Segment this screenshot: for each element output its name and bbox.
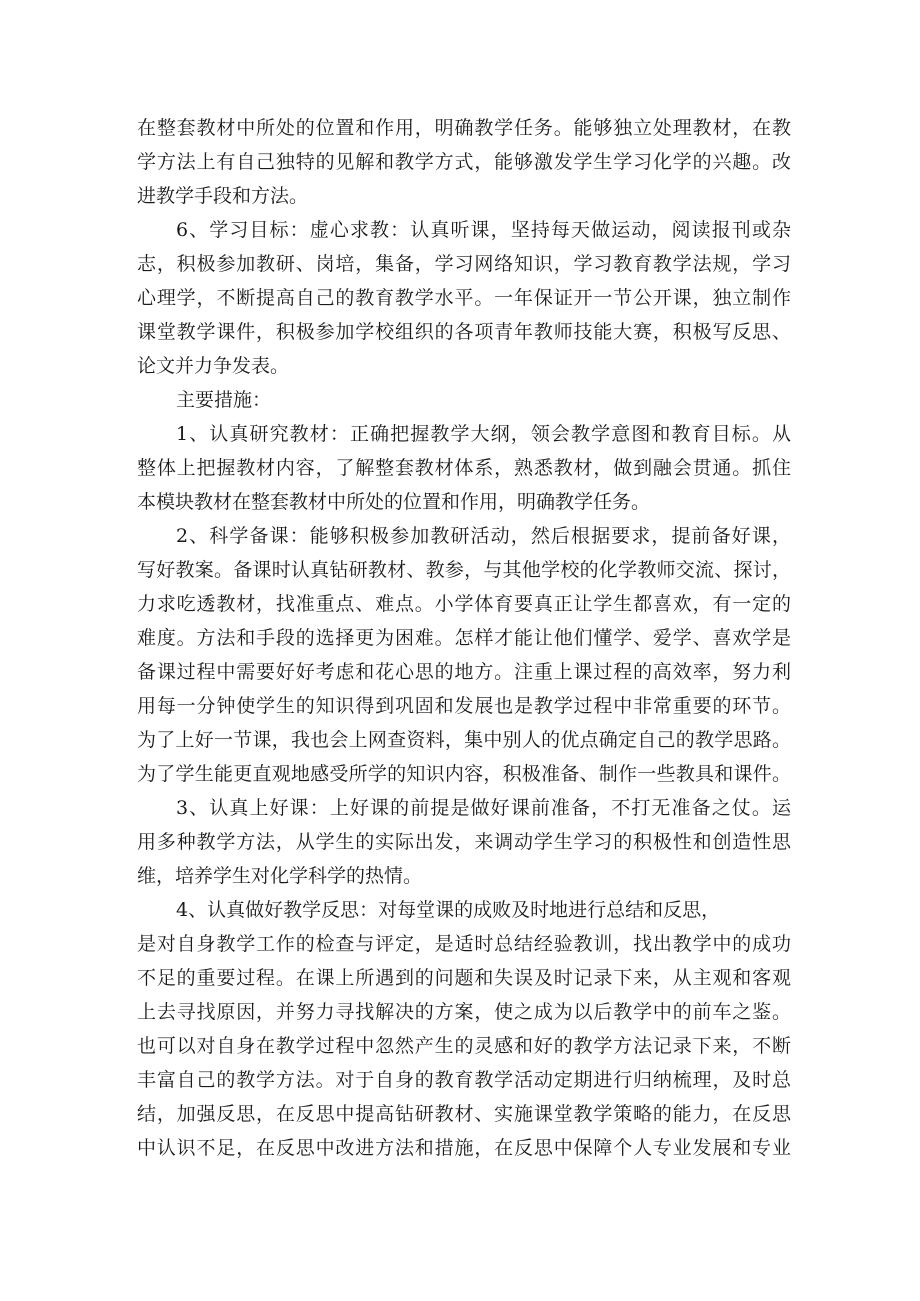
text-line: 3、认真上好课：上好课的前提是做好课前准备，不打无准备之仗。运 — [176, 797, 791, 819]
text-line: 上去寻找原因，并努力寻找解决的方案，使之成为以后教学中的前车之鉴。 — [137, 1001, 791, 1023]
text-line: 为了上好一节课，我也会上网查资料，集中别人的优点确定自己的教学思路。 — [137, 729, 791, 751]
paragraph-learning-goals — [137, 213, 791, 383]
text-line: 志，积极参加教研、岗培，集备，学习网络知识，学习教育教学法规，学习 — [137, 253, 791, 275]
text-line: 课堂教学课件，积极参加学校组织的各项青年教师技能大赛，积极写反思、 — [137, 321, 791, 343]
text-line: 学方法上有自己独特的见解和教学方式，能够激发学生学习化学的兴趣。改 — [137, 151, 791, 173]
text-line: 中认识不足，在反思中改进方法和措施，在反思中保障个人专业发展和专业 — [137, 1137, 791, 1159]
text-line: 写好教案。备课时认真钻研教材、教参，与其他学校的化学教师交流、探讨， — [137, 559, 791, 581]
text-line: 本模块教材在整套教材中所处的位置和作用，明确教学任务。 — [137, 491, 651, 513]
paragraph-teaching-class — [137, 791, 791, 893]
text-line: 在整套教材中所处的位置和作用，明确教学任务。能够独立处理教材，在教 — [137, 117, 791, 139]
text-line: 用多种教学方法，从学生的实际出发，来调动学生学习的积极性和创造性思 — [137, 831, 791, 853]
text-line: 维，培养学生对化学科学的热情。 — [137, 865, 423, 887]
text-line: 整体上把握教材内容，了解整套教材体系，熟悉教材，做到融会贯通。抓住 — [137, 457, 791, 479]
text-line: 论文并力争发表。 — [137, 355, 290, 377]
text-line: 6、学习目标：虚心求教：认真听课，坚持每天做运动，阅读报刊或杂 — [176, 219, 791, 241]
paragraph-lesson-prep — [137, 519, 791, 791]
text-line: 力求吃透教材，找准重点、难点。小学体育要真正让学生都喜欢，有一定的 — [137, 593, 791, 615]
text-line: 为了学生能更直观地感受所学的知识内容，积极准备、制作一些教具和课件。 — [137, 763, 791, 785]
text-line: 2、科学备课：能够积极参加教研活动，然后根据要求，提前备好课， — [176, 525, 791, 547]
text-line: 是对自身教学工作的检查与评定，是适时总结经验教训，找出教学中的成功 — [137, 933, 791, 955]
text-line: 1、认真研究教材：正确把握教学大纲，领会教学意图和教育目标。从 — [176, 423, 791, 445]
text-line: 结，加强反思，在反思中提高钻研教材、实施课堂教学策略的能力，在反思 — [137, 1103, 791, 1125]
text-line: 4、认真做好教学反思：对每堂课的成败及时地进行总结和反思， — [176, 899, 721, 921]
paragraph-continuation — [137, 111, 791, 213]
text-line: 备课过程中需要好好考虑和花心思的地方。注重上课过程的高效率，努力利 — [137, 661, 791, 683]
document-body — [137, 111, 791, 1165]
text-line: 也可以对自身在教学过程中忽然产生的灵感和好的教学方法记录下来，不断 — [137, 1035, 791, 1057]
text-line: 丰富自己的教学方法。对于自身的教育教学活动定期进行归纳梳理，及时总 — [137, 1069, 791, 1091]
paragraph-study-materials — [137, 417, 791, 519]
section-heading-measures — [137, 383, 791, 417]
text-line: 进教学手段和方法。 — [137, 185, 309, 207]
paragraph-reflection — [137, 893, 791, 1165]
text-line: 不足的重要过程。在课上所遇到的问题和失误及时记录下来，从主观和客观 — [137, 967, 791, 989]
text-line: 心理学，不断提高自己的教育教学水平。一年保证开一节公开课，独立制作 — [137, 287, 791, 309]
text-line: 难度。方法和手段的选择更为困难。怎样才能让他们懂学、爱学、喜欢学是 — [137, 627, 791, 649]
heading-line: 主要措施： — [176, 389, 272, 411]
text-line: 用每一分钟使学生的知识得到巩固和发展也是教学过程中非常重要的环节。 — [137, 695, 791, 717]
